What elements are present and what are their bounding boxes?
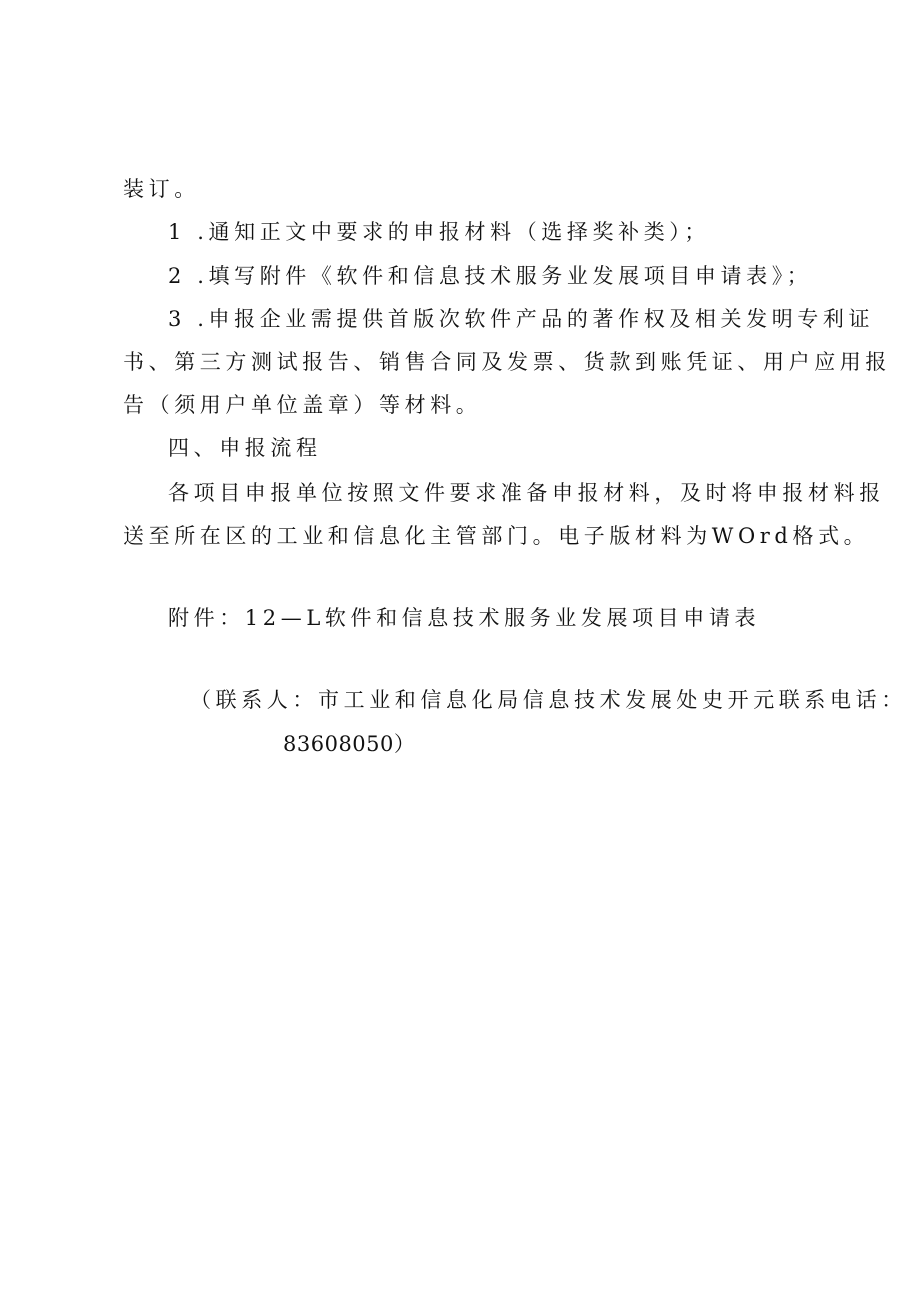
attachment-note: 附件：12—L软件和信息技术服务业发展项目申请表 bbox=[168, 606, 761, 630]
paragraph-line-2: 送至所在区的工业和信息化主管部门。电子版材料为WOrd格式。 bbox=[123, 524, 870, 548]
text-line-continuation: 装订。 bbox=[123, 177, 200, 201]
contact-phone: 83608050） bbox=[283, 732, 416, 756]
paragraph-line-1: 各项目申报单位按照文件要求准备申报材料，及时将申报材料报 bbox=[168, 481, 885, 505]
list-item-3-cont-1: 书、第三方测试报告、销售合同及发票、货款到账凭证、用户应用报 bbox=[123, 350, 891, 374]
section-heading: 四、申报流程 bbox=[168, 436, 322, 460]
list-item-3-cont-2: 告（须用户单位盖章）等材料。 bbox=[123, 393, 482, 417]
list-item-2: 2 .填写附件《软件和信息技术服务业发展项目申请表》； bbox=[168, 264, 813, 288]
list-item-1: 1 .通知正文中要求的申报材料（选择奖补类）； bbox=[168, 220, 711, 244]
list-item-3: 3 .申报企业需提供首版次软件产品的著作权及相关发明专利证 bbox=[168, 307, 875, 331]
contact-line-1: （联系人：市工业和信息化局信息技术发展处史开元联系电话： bbox=[190, 688, 907, 712]
